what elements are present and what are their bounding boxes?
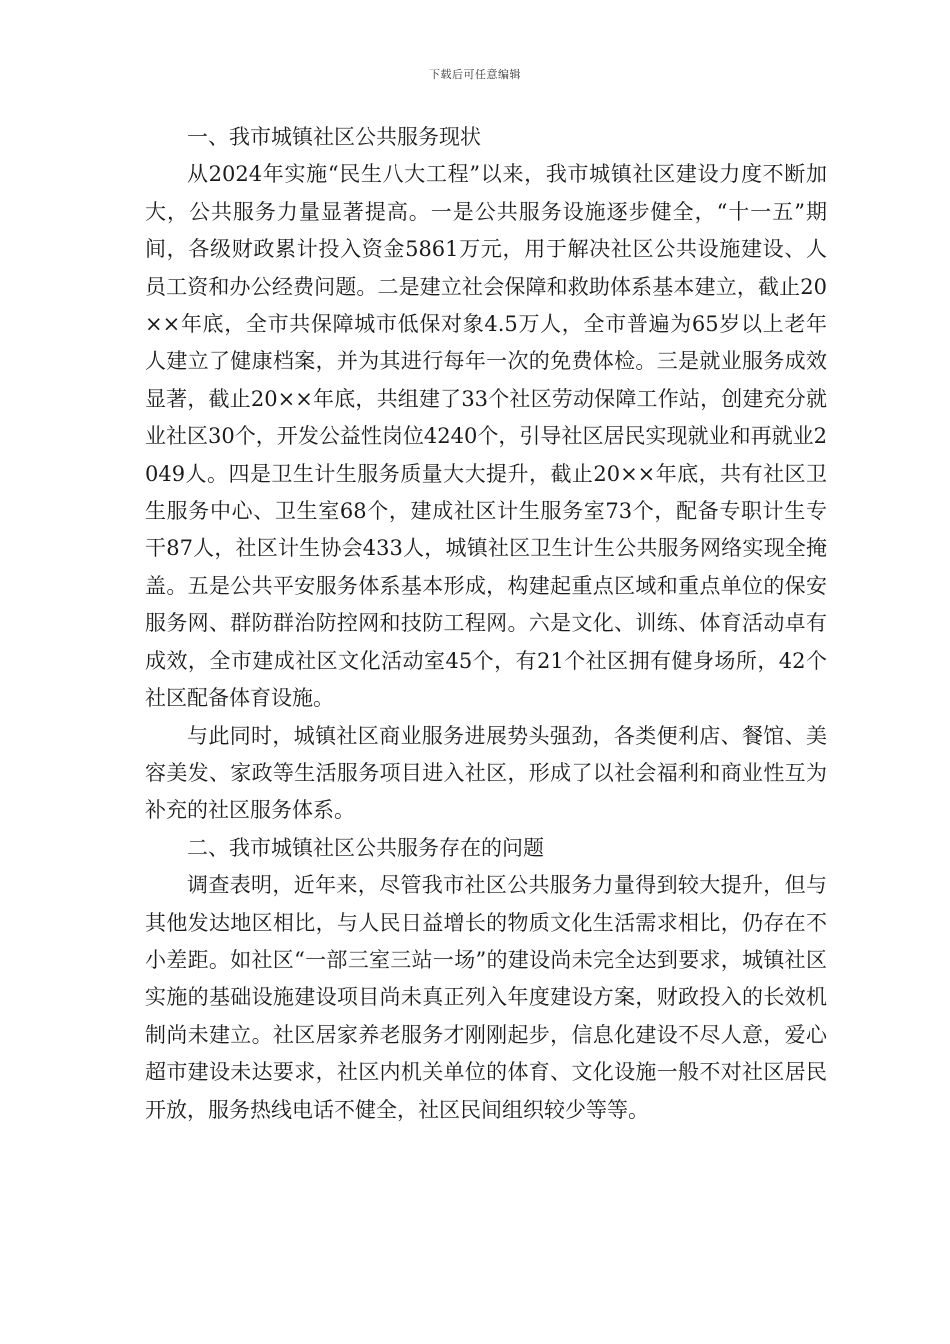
header-note: 下载后可任意编辑	[429, 68, 521, 81]
paragraph-2: 与此同时，城镇社区商业服务进展势头强劲，各类便利店、餐馆、美容美发、家政等生活服务项目进入社区，形成了以社会福利和商业性互为补充的社区服务体系。	[145, 723, 827, 823]
paragraph-3: 调查表明，近年来，尽管我市社区公共服务力量得到较大提升，但与其他发达地区相比，与人民日益增长的物质文化生活需求相比，仍存在不小差距。如社区“一部三室三站一场”的建设尚未完全达到要求，城镇社区实施的基础设施建设项目尚未真正列入年度建设方案，财政投入的长效机制尚未建立。社区居家养老服务才刚刚起步，信息化建设不尽人意，爱心超市建设未达要求，社区内机关单位的体育、文化设施一般不对社区居民开放，服务热线电话不健全，社区民间组织较少等等。	[145, 873, 827, 1122]
paragraph-1: 从2024年实施“民生八大工程”以来，我市城镇社区建设力度不断加大，公共服务力量显著提高。一是公共服务设施逐步健全，“十一五”期间，各级财政累计投入资金5861万元，用于解决社区公共设施建设、人员工资和办公经费问题。二是建立社会保障和救助体系基本建立，截止20××年底，全市共保障城市低保对象4.5万人，全市普遍为65岁以上老年人建立了健康档案，并为其进行每年一次的免费体检。三是就业服务成效显著，截止20××年底，共组建了33个社区劳动保障工作站，创建充分就业社区30个，开发公益性岗位4240个，引导社区居民实现就业和再就业2049人。四是卫生计生服务质量大大提升，截止20××年底，共有社区卫生服务中心、卫生室68个，建成社区计生服务室73个，配备专职计生专干87人，社区计生协会433人，城镇社区卫生计生公共服务网络实现全掩盖。五是公共平安服务体系基本形成，构建起重点区域和重点单位的保安服务网、群防群治防控网和技防工程网。六是文化、训练、体育活动卓有成效，全市建成社区文化活动室45个，有21个社区拥有健身场所，42个社区配备体育设施。	[145, 162, 827, 711]
section-2-title: 二、我市城镇社区公共服务存在的问题	[187, 835, 544, 860]
document-body	[145, 119, 827, 1129]
section-1-title: 一、我市城镇社区公共服务现状	[187, 125, 481, 149]
